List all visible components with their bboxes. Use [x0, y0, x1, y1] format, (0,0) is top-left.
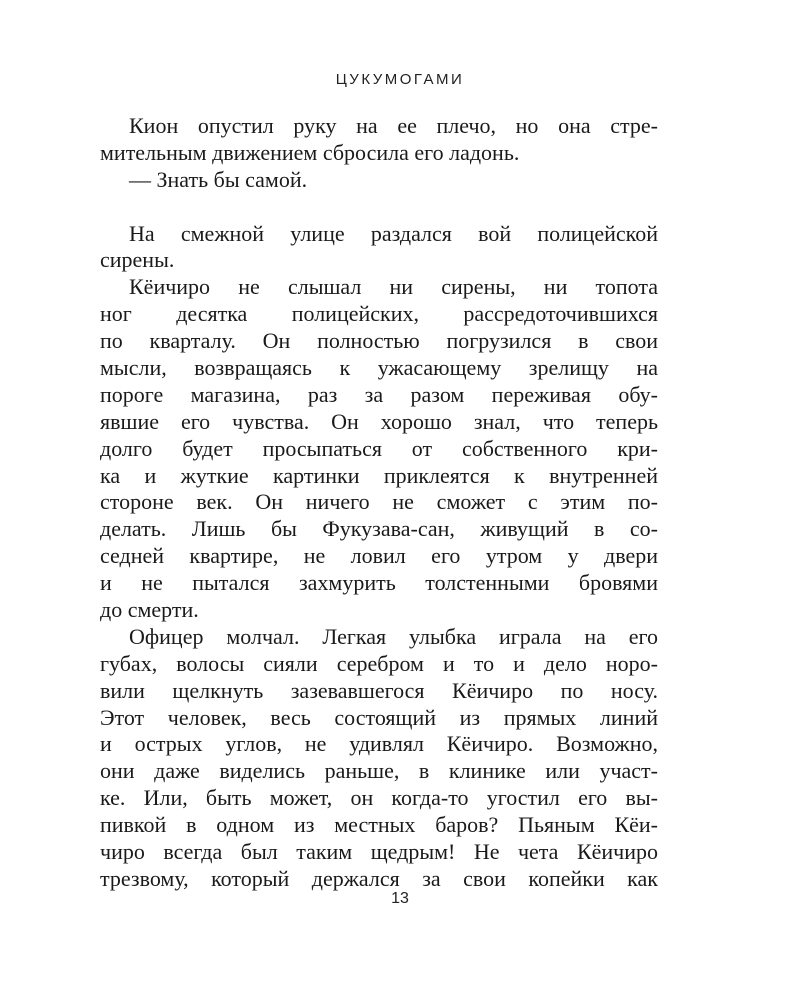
text-line: губах, волосы сияли серебром и то и дело норо- [100, 650, 658, 676]
text-line: делать. Лишь бы Фукузава-сан, живущий в со- [100, 516, 658, 542]
text-line: ке. Или, быть может, он когда-то угостил его вы- [100, 785, 658, 811]
text-line: долго будет просыпаться от собственного кри- [100, 435, 658, 461]
paragraph-gap [100, 194, 658, 221]
text-line: пороге магазина, раз за разом переживая обу- [100, 381, 658, 407]
text-line: Кёичиро не слышал ни сирены, ни топота [129, 274, 658, 300]
text-line: ка и жуткие картинки приклеятся к внутренней [100, 462, 658, 488]
text-line: явшие его чувства. Он хорошо знал, что теперь [100, 408, 658, 434]
text-line: они даже виделись раньше, в клинике или участ- [100, 758, 658, 784]
text-line: Офицер молчал. Легкая улыбка играла на его [129, 623, 658, 649]
text-line: — Знать бы самой. [129, 166, 308, 192]
running-head: ЦУКУМОГАМИ [335, 71, 465, 88]
text-line: по кварталу. Он полностью погрузился в свои [100, 328, 658, 354]
text-line: Этот человек, весь состоящий из прямых линий [100, 704, 658, 730]
text-line: Кион опустил руку на ее плечо, но она стре- [129, 113, 658, 138]
text-line: стороне век. Он ничего не сможет с этим по- [100, 489, 658, 515]
text-line: мительным движением сбросила его ладонь. [100, 139, 520, 165]
text-line: сирены. [100, 247, 175, 273]
page-number: 13 [391, 890, 409, 907]
text-line: ног десятка полицейских, рассредоточившихся [100, 301, 658, 327]
text-line: и острых углов, не удивлял Кёичиро. Возможно, [100, 731, 658, 757]
text-line: трезвому, который держался за свои копейки как [100, 865, 658, 891]
text-line: седней квартире, не ловил его утром у двери [100, 543, 658, 569]
text-line: На смежной улице раздался вой полицейской [129, 220, 658, 246]
body-text [100, 113, 658, 893]
text-line: пивкой в одном из местных баров? Пьяным Кёи- [100, 812, 658, 838]
text-line: до смерти. [100, 597, 199, 623]
text-line: чиро всегда был таким щедрым! Не чета Кёичиро [100, 839, 658, 865]
text-line: и не пытался захмурить толстенными бровями [100, 570, 658, 596]
text-line: вили щелкнуть зазевавшегося Кёичиро по носу. [100, 677, 658, 703]
text-line: мысли, возвращаясь к ужасающему зрелищу на [100, 355, 658, 381]
